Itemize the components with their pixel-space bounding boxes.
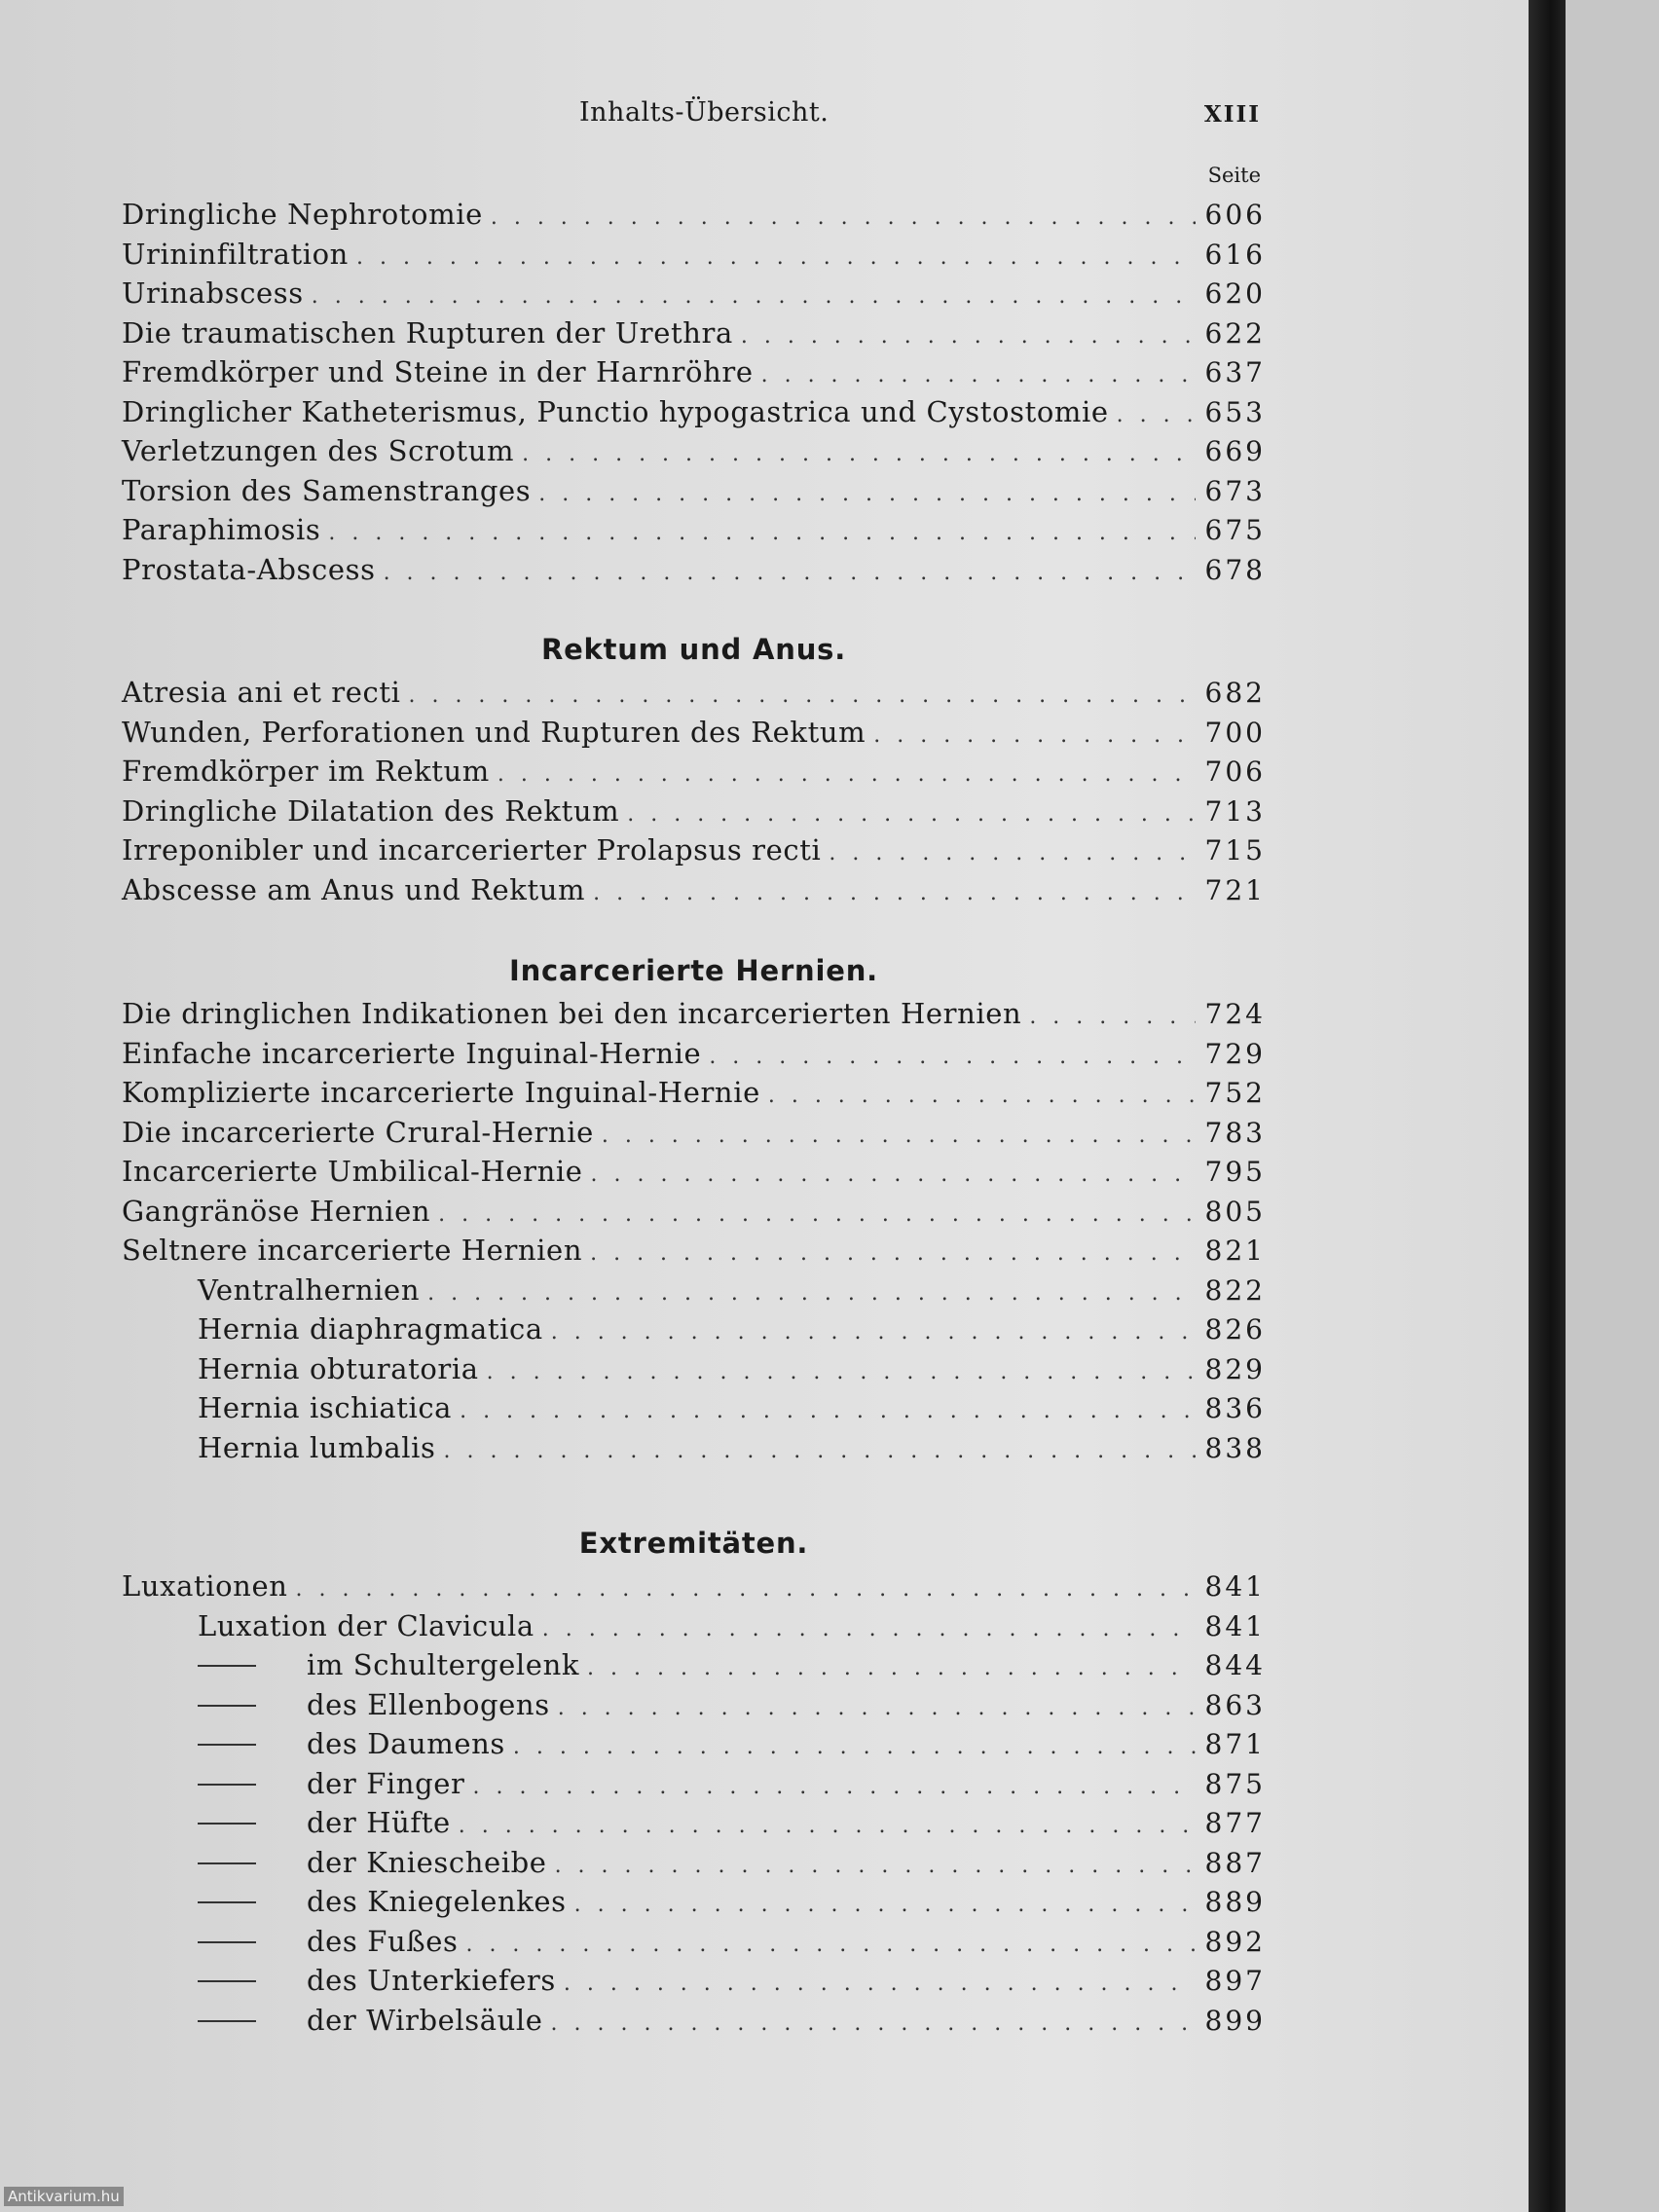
toc-entry: Komplizierte incarcerierte Inguinal-Hernie . . . 752 <box>122 1076 1266 1116</box>
running-header <box>122 97 1261 136</box>
toc-dash-entry: des Daumens . . . 871 <box>122 1727 1266 1767</box>
toc-group-urology <box>122 198 1266 592</box>
header-title: Inhalts-Übersicht. <box>579 97 830 128</box>
ditto-dash <box>198 1980 256 1982</box>
toc-entry: Die traumatischen Rupturen der Urethra . . . 622 <box>122 316 1266 356</box>
ditto-dash <box>198 1941 256 1943</box>
toc-entry: Luxationen . . . 841 <box>122 1569 1266 1609</box>
ditto-dash <box>198 1862 256 1864</box>
toc-section-rektum <box>122 633 1266 912</box>
ditto-dash <box>198 1665 256 1667</box>
toc-entry: Urininfiltration . . . 616 <box>122 238 1266 277</box>
toc-entry: Einfache incarcerierte Inguinal-Hernie . . . 729 <box>122 1037 1266 1077</box>
toc-entry: Dringlicher Katheterismus, Punctio hypogastrica und Cystostomie . . . 653 <box>122 395 1266 435</box>
toc-entry: Verletzungen des Scrotum . . . 669 <box>122 434 1266 474</box>
toc-entry: Gangränöse Hernien . . . 805 <box>122 1195 1266 1235</box>
toc-sub-entry: Ventralhernien . . . 822 <box>122 1273 1266 1313</box>
toc-entry: Fremdkörper im Rektum . . . 706 <box>122 755 1266 794</box>
toc-entry: Dringliche Nephrotomie . . . 606 <box>122 198 1266 238</box>
toc-section-hernien <box>122 954 1266 1470</box>
section-heading: Rektum und Anus. <box>540 633 847 666</box>
toc-entry: Fremdkörper und Steine in der Harnröhre . . . 637 <box>122 355 1266 395</box>
ditto-dash <box>198 1705 256 1707</box>
toc-dash-entry: der Hüfte . . . 877 <box>122 1806 1266 1846</box>
toc-entry: Prostata-Abscess . . . 678 <box>122 553 1266 593</box>
section-heading: Extremitäten. <box>578 1527 809 1560</box>
toc-entry: Atresia ani et recti . . . 682 <box>122 676 1266 716</box>
ditto-dash <box>198 1744 256 1746</box>
book-spine <box>1529 0 1566 2212</box>
toc-sub-entry: Luxation der Clavicula . . . 841 <box>122 1609 1266 1649</box>
toc-entry: Urinabscess . . . 620 <box>122 276 1266 316</box>
toc-dash-entry: des Ellenbogens . . . 863 <box>122 1688 1266 1728</box>
toc-sub-entry: Hernia ischiatica . . . 836 <box>122 1391 1266 1431</box>
toc-entry: Abscesse am Anus und Rektum . . . 721 <box>122 873 1266 913</box>
toc-dash-entry: der Kniescheibe . . . 887 <box>122 1846 1266 1886</box>
toc-dash-entry: der Finger . . . 875 <box>122 1767 1266 1807</box>
toc-sub-entry: Hernia obturatoria . . . 829 <box>122 1352 1266 1392</box>
ditto-dash <box>198 1901 256 1903</box>
toc-entry: Die dringlichen Indikationen bei den incarcerierten Hernien . . . 724 <box>122 997 1266 1037</box>
seite-label: Seite <box>1207 164 1261 187</box>
toc-entry: Dringliche Dilatation des Rektum . . . 713 <box>122 794 1266 834</box>
toc-entry: Torsion des Samenstranges . . . 673 <box>122 474 1266 514</box>
toc-dash-entry: im Schultergelenk . . . 844 <box>122 1648 1266 1688</box>
toc-dash-entry: des Fußes . . . 892 <box>122 1925 1266 1965</box>
toc-entry: Seltnere incarcerierte Hernien . . . 821 <box>122 1234 1266 1273</box>
toc-sub-entry: Hernia lumbalis . . . 838 <box>122 1431 1266 1471</box>
toc-dash-entry: des Kniegelenkes . . . 889 <box>122 1885 1266 1925</box>
toc-dash-entry: der Wirbelsäule . . . 899 <box>122 2004 1266 2044</box>
toc-dash-entry: des Unterkiefers . . . 897 <box>122 1964 1266 2004</box>
toc-entry: Incarcerierte Umbilical-Hernie . . . 795 <box>122 1155 1266 1195</box>
toc-entry: Wunden, Perforationen und Rupturen des Rektum . . . 700 <box>122 716 1266 756</box>
toc-entry: Die incarcerierte Crural-Hernie . . . 783 <box>122 1116 1266 1156</box>
section-heading: Incarcerierte Hernien. <box>509 954 878 987</box>
ditto-dash <box>198 1784 256 1786</box>
toc-entry: Paraphimosis . . . 675 <box>122 513 1266 553</box>
ditto-dash <box>198 2020 256 2022</box>
toc-entry: Irreponibler und incarcerierter Prolapsus recti . . . 715 <box>122 833 1266 873</box>
ditto-dash <box>198 1823 256 1825</box>
toc-section-extremitaeten <box>122 1527 1266 2043</box>
toc-sub-entry: Hernia diaphragmatica . . . 826 <box>122 1312 1266 1352</box>
background-surface <box>1566 0 1659 2212</box>
watermark: Antikvarium.hu <box>4 2187 124 2206</box>
header-page-number: XIII <box>1203 101 1261 128</box>
